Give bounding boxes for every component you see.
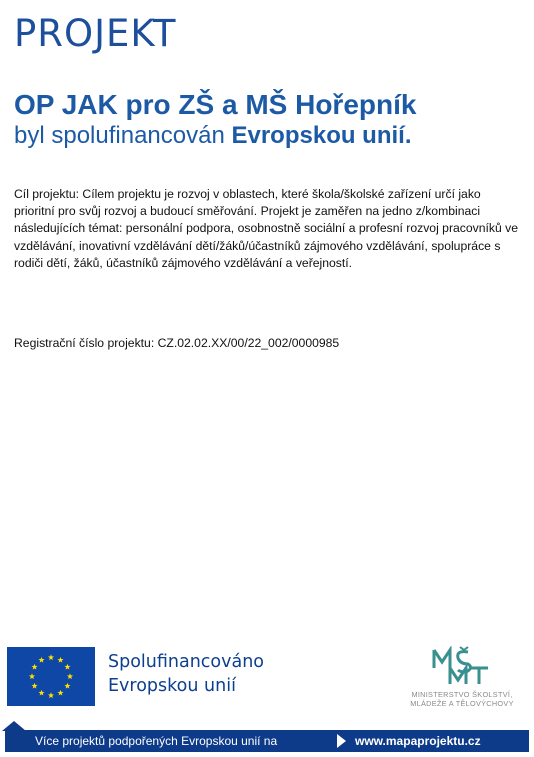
eu-star (67, 673, 73, 679)
msmt-name (398, 690, 526, 708)
bar-notch (2, 721, 26, 731)
msmt-name-line1: MINISTERSTVO ŠKOLSTVÍ, (411, 690, 513, 699)
arrow-right-icon (337, 734, 346, 748)
footer (0, 640, 534, 757)
eu-stars (7, 647, 95, 706)
eu-star (29, 673, 35, 679)
project-title-sub-prefix: byl spolufinancován (14, 122, 232, 149)
eu-flag-icon (7, 647, 95, 706)
msmt-logo (398, 646, 526, 712)
msmt-logo-icon (430, 646, 494, 688)
mapaprojektu-link[interactable]: www.mapaprojektu.cz (355, 734, 481, 748)
project-title-sub (14, 121, 524, 151)
eu-cofinanced-label (108, 650, 264, 698)
eu-star (32, 664, 38, 670)
eu-star (32, 683, 38, 689)
eu-star (38, 657, 44, 663)
eu-star (48, 692, 54, 698)
project-title-sub-bold: Evropskou unií. (231, 122, 412, 149)
eu-label-line1: Spolufinancováno (108, 652, 265, 672)
eu-star (64, 664, 70, 670)
registration-number: Registrační číslo projektu: CZ.02.02.XX/00/22_002/0000985 (14, 336, 340, 350)
project-goal-text: Cíl projektu: Cílem projektu je rozvoj v oblastech, které škola/školské zařízení určí jako prioritní pro svůj rozvoj a budoucí směřování. Projekt je zaměřen na jedno z/kombinaci následujících témat: personální podpora, osobnostně sociální a profesní rozvoj pracovníků ve vzdělávání, inovativní vzdělávání dětí/žáků/účastníků zájmového vzdělávání, spolupráce s rodiči dětí, žáků, účastníků zájmového vzdělávání a veřejností. (14, 187, 519, 270)
eu-star (38, 690, 44, 696)
projects-link-bar[interactable] (5, 730, 529, 752)
eu-star (57, 657, 63, 663)
eu-label-line2: Evropskou unií (108, 676, 236, 696)
page-heading: PROJEKT (14, 12, 177, 55)
msmt-name-line2: MLÁDEŽE A TĚLOVÝCHOVY (410, 699, 514, 708)
project-title-main: OP JAK pro ZŠ a MŠ Hořepník (14, 89, 417, 120)
project-title (14, 89, 524, 151)
eu-star (48, 654, 54, 660)
bar-text: Více projektů podpořených Evropskou unií na (35, 734, 278, 748)
eu-star (64, 683, 70, 689)
eu-star (57, 690, 63, 696)
